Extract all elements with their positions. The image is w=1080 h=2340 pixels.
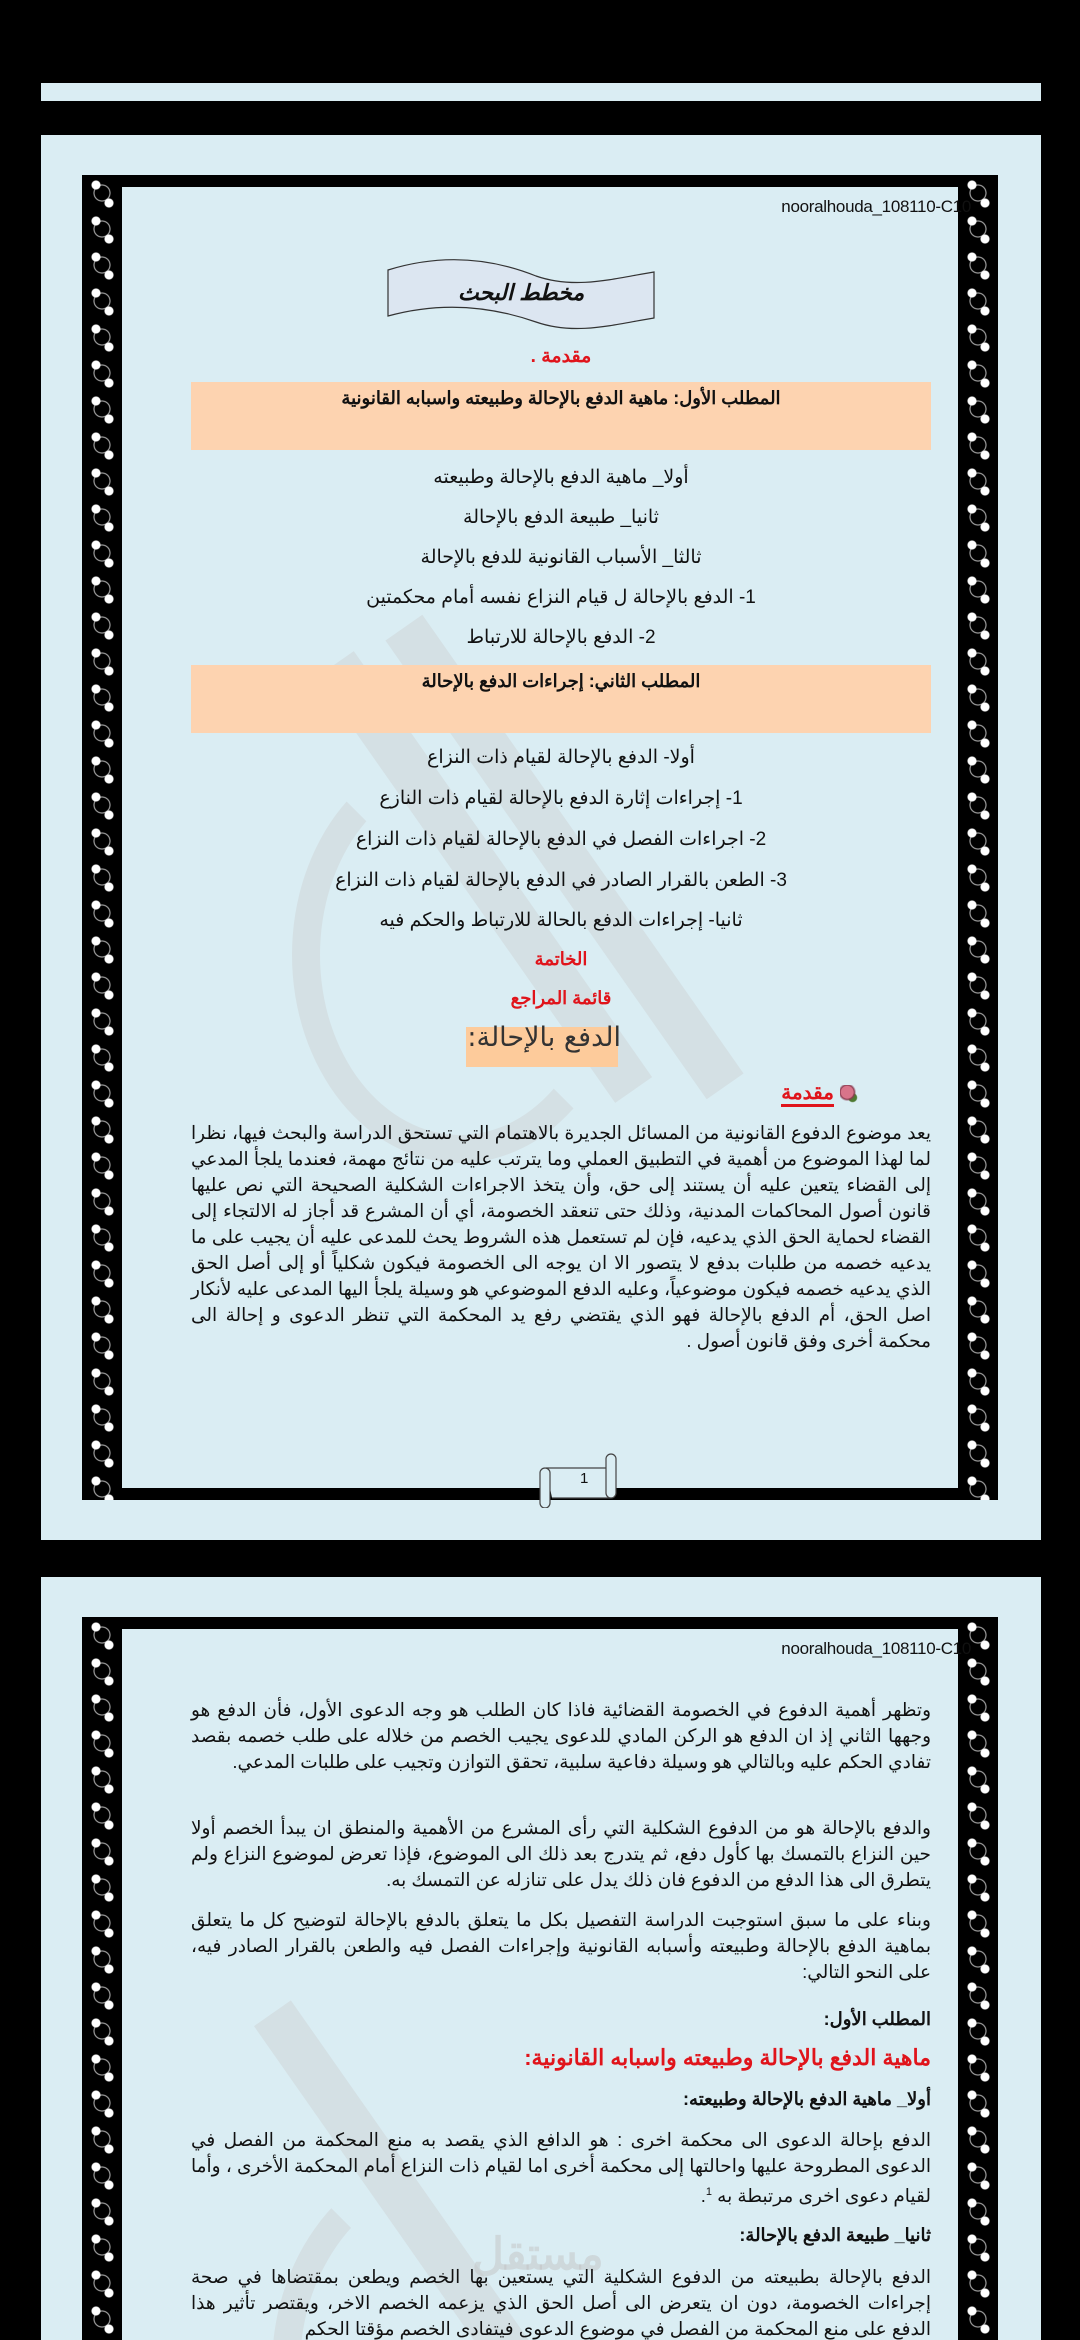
section1-title: ماهية الدفع بالإحالة وطبيعته واسبابه القانونية:	[524, 2045, 931, 2070]
toc-item[interactable]: 1- إجراءات إثارة الدفع بالإحالة لقيام ذات النازع	[379, 788, 743, 809]
flower-icon	[840, 1085, 858, 1103]
subsection2-paragraph: الدفع بالإحالة بطبيعته من الدفوع الشكلية التي يستعين بها الخصم ويطعن بمقتضاها في صحة إجراءات الخصومة، دون ان يتعرض الى أصل الحق الذي يزعمه الخصم الاخر، ويقتصر تأثير هذا الدفع على منع المحكمة من الفصل في موضوع الدعوى فيتفادى الخصم مؤقتا الحكم	[191, 2266, 931, 2339]
subsection1-heading: أولا_ ماهية الدفع بالإحالة وطبيعته:	[683, 2089, 931, 2109]
section1-heading-box	[191, 382, 931, 450]
header-code: nooralhouda_108110-C10	[781, 197, 971, 216]
header-code: nooralhouda_108110-C10	[781, 1639, 971, 1658]
banner-title: مخطط البحث	[457, 280, 585, 305]
vine-border-icon	[82, 175, 122, 1500]
subsection2-heading: ثانيا_ طبيعة الدفع بالإحالة:	[739, 2225, 931, 2245]
toc-item[interactable]: 1- الدفع بالإحالة ل قيام النزاع نفسه أمام محكمتين	[366, 587, 756, 608]
references-label[interactable]: قائمة المراجع	[510, 988, 612, 1008]
page-number-scroll	[538, 1452, 620, 1508]
title-banner	[386, 258, 656, 333]
toc-item[interactable]: ثالثا_ الأسباب القانونية للدفع بالإحالة	[420, 547, 702, 568]
paragraph: والدفع بالإحالة هو من الدفوع الشكلية التي رأى المشرع من الأهمية والمنطق ان يبدأ الخصم أولا حين النزاع بالتمسك بها كأول دفع، ثم يتدرج بعد ذلك الى الموضوع، فإذا تعرض لموضوع النزاع ولم يتطرق الى هذا الدفع من الدفوع فان ذلك يدل على تنازله عن التمسك به.	[191, 1817, 931, 1890]
toc-item[interactable]: أولا_ ماهية الدفع بالإحالة وطبيعته	[433, 467, 689, 488]
conclusion-label[interactable]: الخاتمة	[534, 949, 588, 969]
page-2[interactable]	[41, 1577, 1041, 2340]
section1-heading[interactable]: المطلب الأول: ماهية الدفع بالإحالة وطبيعته واسبابه القانونية	[341, 388, 781, 408]
intro-label[interactable]: مقدمة .	[530, 346, 592, 367]
paragraph: وتظهر أهمية الدفوع في الخصومة القضائية فاذا كان الطلب هو وجه الدعوى الأول، فأن الدفع هو وجهها الثاني إذ ان الدفع هو الركن المادي للدعوى يجيب الخصم من خلاله على طلب خصمه بقصد تفادي الحكم عليه وبالتالي هو وسيلة دفاعية سلبية، تحقق التوازن وتجيب على طلبات المدعي.	[191, 1699, 931, 1772]
section2-heading-box	[191, 665, 931, 733]
watermark-text: مستقل	[472, 2230, 604, 2279]
scroll-icon	[538, 1452, 620, 1508]
vine-border-icon	[82, 1617, 122, 2340]
section1-label: المطلب الأول:	[823, 2009, 931, 2029]
intro-paragraph: يعد موضوع الدفوع القانونية من المسائل الجديرة بالاهتمام التي تستحق الدراسة والبحث فيها، نظرا لما لهذا الموضوع من أهمية في التطبيق العملي وما يترتب عليه من نتائج مهمة، فعندما يلجأ المدعي إلى القضاء يتعين عليه أن يستند إلى حق، وأن يتخذ الاجراءات الشكلية الصحيحة التي نص عليها قانون أصول المحاكمات المدنية، وذلك حتى تنعقد الخصومة، أي أن المشرع قد أجاز له الالتجاء إلى القضاء لحماية الحق الذي يدعيه، فإن لم تستعمل هذه الشروط يحث للمدعى عليه أن يجيب على ما يدعيه خصمه من طلبات بدفع لا يتصور الا ان يوجه الى الخصومة فيكون شكلياً أو إلى أصل الحق الذي يدعيه خصمه فيكون موضوعياً، وعليه الدفع الموضوعي هو وسيلة يلجأ اليها المدعى عليه لأنكار اصل الحق، أم الدفع بالإحالة فهو الذي يقتضي رفع يد المحكمة التي تنظر الدعوى و إحالة الى محكمة أخرى وفق قانون أصول .	[191, 1122, 932, 1351]
page-1[interactable]	[41, 135, 1041, 1540]
section2-heading[interactable]: المطلب الثاني: إجراءات الدفع بالإحالة	[421, 671, 701, 691]
intro-heading-text: مقدمة	[781, 1082, 834, 1107]
page-number: 1	[580, 1470, 589, 1487]
toc-item[interactable]: 2- الدفع بالإحالة للارتباط	[466, 627, 656, 648]
vine-border-icon	[958, 175, 998, 1500]
subsection1-text: الدفع بإحالة الدعوى الى محكمة اخرى : هو الدافع الذي يقصد به منع المحكمة من الفصل في الدعوى المطروحة عليها واحالتها إلى محكمة أخرى اما لقيام ذات النزاع أمام المحكمة الأخرى ، وأما لقيام دعوى اخرى مرتبطة به	[191, 2129, 931, 2207]
toc-item[interactable]: 2- اجراءات الفصل في الدفع بالإحالة لقيام ذات النزاع	[355, 829, 767, 850]
toc-item[interactable]: 3- الطعن بالقرار الصادر في الدفع بالإحالة لقيام ذات النزاع	[335, 870, 787, 891]
document-title: الدفع بالإحالة:	[467, 1022, 621, 1053]
vine-border-icon	[958, 1617, 998, 2340]
paragraph: وبناء على ما سبق استوجبت الدراسة التفصيل بكل ما يتعلق بالدفع بالإحالة لتوضيح كل ما يتعلق بماهية الدفع بالإحالة وطبيعته وأسبابه القانونية وإجراءات الفصل فيه والطعن بالقرار الصادر فيه، على النحو التالي:	[191, 1909, 931, 1982]
toc-item[interactable]: ثانيا- إجراءات الدفع بالحالة للارتباط والحكم فيه	[379, 910, 743, 931]
toc-item[interactable]: أولا- الدفع بالإحالة لقيام ذات النزاع	[427, 747, 695, 768]
subsection1-paragraph: الدفع بإحالة الدعوى الى محكمة اخرى : هو الدافع الذي يقصد به منع المحكمة من الفصل في الدعوى المطروحة عليها واحالتها إلى محكمة أخرى اما لقيام ذات النزاع أمام المحكمة الأخرى ، وأما لقيام دعوى اخرى مرتبطة به $^1$.	[191, 2129, 931, 2207]
footnote-ref[interactable]: 1	[705, 2186, 713, 2198]
toc-item[interactable]: ثانيا_ طبيعة الدفع بالإحالة	[463, 507, 659, 528]
intro-heading	[781, 1080, 858, 1105]
previous-page-edge	[41, 83, 1041, 101]
